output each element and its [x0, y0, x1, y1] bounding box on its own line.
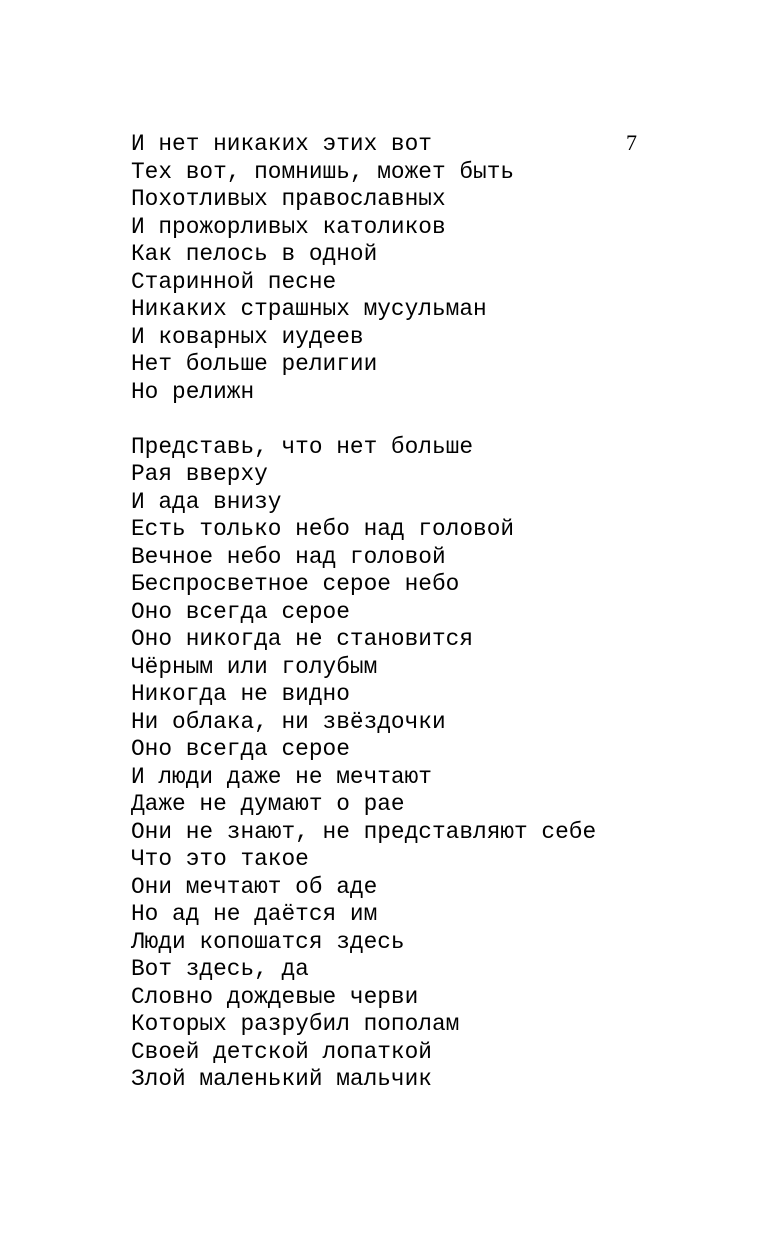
poem-line: Есть только небо над головой: [131, 516, 515, 542]
poem-line: И ада внизу: [131, 488, 282, 515]
poem-line: Беспросветное серое небо: [131, 571, 460, 597]
poem-line: Словно дождевые черви: [131, 983, 419, 1010]
poem-line: Представь, что нет больше: [131, 433, 474, 460]
poem-line: Похотливых православных: [131, 186, 446, 212]
poem-line: Как пелось в одной: [131, 241, 378, 267]
poem-line: Они мечтают об аде: [131, 873, 378, 900]
poem-line: Вечное небо над головой: [131, 543, 446, 570]
stanza: [131, 434, 596, 1094]
poem-line: Но релижн: [131, 378, 255, 405]
poem-line: Даже не думают о рае: [131, 791, 405, 817]
poem-line: И нет никаких этих вот: [131, 131, 432, 157]
poem-line: И коварных иудеев: [131, 323, 364, 350]
poem-line: Оно всегда серое: [131, 736, 350, 762]
poem-line: И люди даже не мечтают: [131, 763, 432, 790]
poem-line: Никаких страшных мусульман: [131, 296, 487, 322]
poem-text: [131, 131, 596, 1094]
poem-line: Но ад не даётся им: [131, 901, 378, 927]
poem-line: Нет больше религии: [131, 351, 378, 377]
stanza: [131, 131, 596, 406]
poem-line: Оно всегда серое: [131, 598, 350, 625]
poem-line: Тех вот, помнишь, может быть: [131, 158, 515, 185]
poem-line: Которых разрубил пополам: [131, 1011, 460, 1037]
poem-line: Ни облака, ни звёздочки: [131, 708, 446, 735]
poem-line: Рая вверху: [131, 461, 268, 487]
page-number: 7: [626, 130, 637, 155]
poem-line: Никогда не видно: [131, 681, 350, 707]
poem-line: Что это такое: [131, 846, 309, 872]
stanza-break: [131, 406, 596, 434]
poem-line: Злой маленький мальчик: [131, 1066, 432, 1092]
poem-line: Вот здесь, да: [131, 956, 309, 982]
poem-line: Своей детской лопаткой: [131, 1038, 432, 1065]
poem-line: Оно никогда не становится: [131, 626, 474, 652]
poem-line: Люди копошатся здесь: [131, 928, 405, 955]
poem-line: Чёрным или голубым: [131, 653, 378, 680]
poem-line: Они не знают, не представляют себе: [131, 818, 597, 845]
poem-line: Старинной песне: [131, 268, 337, 295]
poem-line: И прожорливых католиков: [131, 213, 446, 240]
